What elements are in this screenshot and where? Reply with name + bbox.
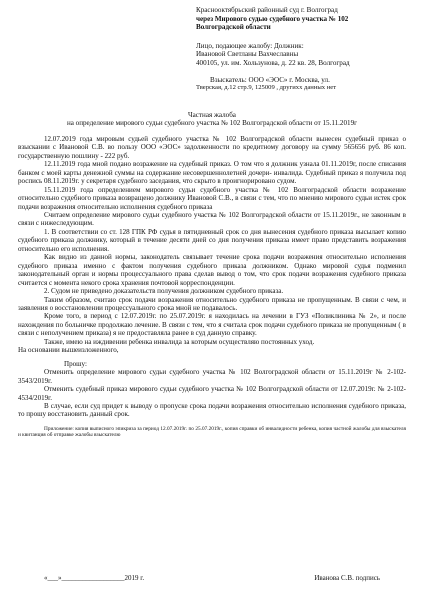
court-region-line: Волгоградской области [196,23,271,32]
paragraph: На основании вышеизложенного, [18,346,119,355]
appendix-note: Приложение: копия выписного эпикриза за период 12.07.2019г. по 25.07.2019г., копия справки об инвалидности ребенка, копия частной жалобы для взыскателя и квитанция об отправке жалобы взыскателю [18,425,406,439]
paragraph: Таким образом, считаю срок подачи возражения относительно судебного приказа не пропущенным. В связи с чем, и заявления о восстановлении процессуального срока мной не подавалось. [18,295,406,312]
paragraph: Считаем определение мирового судьи судебного участка № 102 Волгоградской области от 15.11.2019г., не законным в связи с нижеследующим. [18,211,406,228]
applicant-address: 400105, ул. им. Хользунова, д. 22 кв. 28, Волгоград [196,58,350,67]
applicant-label: Лицо, подающее жалобу: Должник: [196,41,304,50]
court-via-line: через Мирового судью судебного участка № 102 [196,14,349,23]
collector-address: Тверская, д.12 стр.9, 125009 , другихх данных нет [196,84,337,92]
applicant-name: Ивановой Светланы Вахчеславны [196,50,299,59]
paragraph: Также, имею на иждивении ребенка инвалида за которым осуществляю постоянных уход. [44,337,315,346]
document-subtitle: на определение мирового судьи судебного участка № 102 Волгоградской области от 15.11.2019г [66,119,358,128]
complaint-body [18,135,406,419]
request-heading: Прошу: [64,359,87,368]
paragraph: 15.11.2019 года определением мирового судьи судебного участка № 102 Волгоградской области возражение относительно судебного приказа возвращено должнику Ивановой С.В., в связи с тем, что по мнению мирового судьи истек срок подачи возражения относительно исполнения судебного приказа [18,185,406,211]
paragraph: 2. Судом не приведено доказательств получения должником судебного приказа. [44,287,284,296]
signature-date: «___»__________________2019 г. [44,574,145,582]
collector-line: Взыскатель: ООО «ЭОС» г. Москва, ул. [210,75,330,84]
paragraph: 1. В соответствии со ст. 128 ГПК РФ судья в пятидневный срок со дня вынесения судебного приказа высылает копию судебного приказа должнику, который в течение десяти дней со дня получения приказа имеет право представить возражения относительно его исполнения. [18,227,406,253]
paragraph: Отменить судебный приказ мирового судьи судебного участка № 102 Волгоградской области от 12.07.2019г. № 2-102-4534/2019г. [18,385,406,402]
paragraph: В случае, если суд придет к выводу о пропуске срока подачи возражения относительно исполнения судебного приказа, то прошу восстановить данный срок. [18,401,406,419]
document-title: Частная жалоба [188,110,236,119]
paragraph: Кроме того, в период с 12.07.2019г. по 25.07.2019г. я находилась на лечении в ГУЗ «Поликлиника № 2», и после нахождения по больничке продолжаю лечение. В связи с тем, что я считала срок подачи судебного приказа не пропущенным ( в связи с неполучением приказа) я не предоставляла ранее в суд данную справку. [18,312,406,338]
court-name: Краснооктябрьский районный суд г. Волгоград [196,6,338,14]
paragraph: 12.11.2019 года мной подано возражение на судебный приказ. О том что я должник узнала 01.11.2019г, после списания банком с моей карты денежной суммы на содержание несовершеннолетней дочери- инвалида. Судебный приказ я получила под роспись 08.11.2019г. у секретаря судебного заседания, что скрыто в проигнорировано судом. [18,160,406,186]
paragraph: 12.07.2019 года мировым судьей судебного участка № 102 Волгоградской области вынесен судебный приказ о взыскании с Ивановой С.В. во пользу ООО «ЭОС» задолженности по кредитному договору на сумму 565656 руб. 86 коп. государственную пошлину - 222 руб. [18,134,406,160]
addressee-block [196,6,406,93]
signature-name: Иванова С.В. подпись [314,574,380,582]
signature-line [44,574,380,582]
paragraph: Как видно из данной нормы, законодатель связывает течение срока подачи возражения относительно исполнения судебного приказа именно с фактом получения судебного приказа должником. Однако мировой судья подменил законодательный орган и нормы процессуального права сделав вывод о том, что срок подачи возражения судебного приказа считается с момента некого срока хранения почтовой корреспонденции. [18,253,406,287]
paragraph: Отменить определение мирового судьи судебного участка № 102 Волгоградской области от 15.11.2019г № 2-102-3543/2019г. [18,368,406,385]
